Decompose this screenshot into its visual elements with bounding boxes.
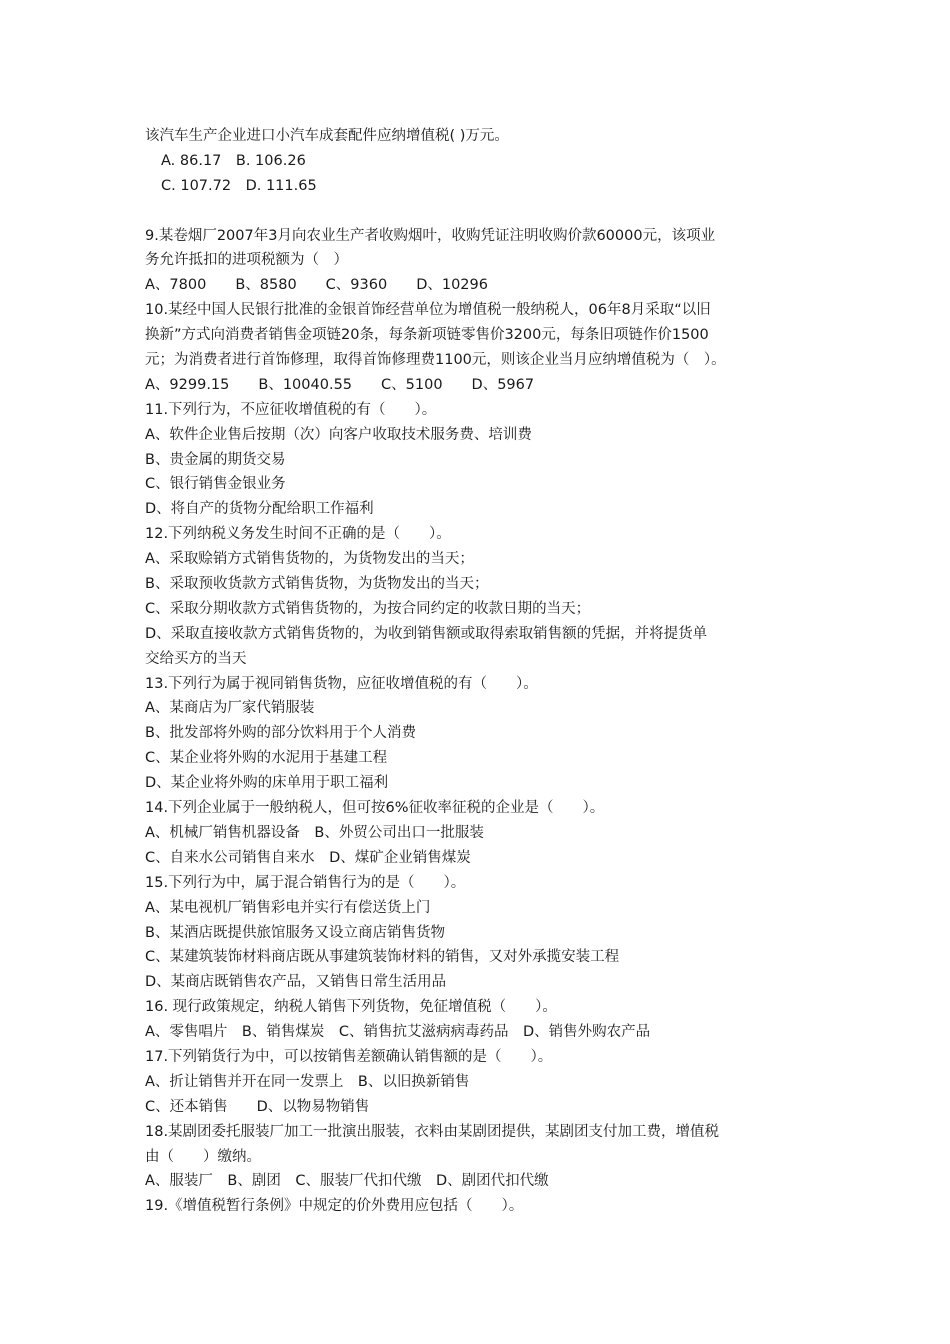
text-line: B、某酒店既提供旅馆服务又设立商店销售货物: [145, 924, 445, 941]
text-line: 9.某卷烟厂2007年3月向农业生产者收购烟叶，收购凭证注明收购价款60000元，该项业: [145, 227, 716, 244]
text-line: 10.某经中国人民银行批准的金银首饰经营单位为增值税一般纳税人，06年8月采取“以旧: [145, 302, 711, 319]
text-line: A、机械厂销售机器设备 B、外贸公司出口一批服装: [145, 824, 484, 841]
text-line: A、某电视机厂销售彩电并实行有偿送货上门: [145, 899, 431, 916]
text-line: A、服装厂 B、剧团 C、服装厂代扣代缴 D、剧团代扣代缴: [145, 1173, 549, 1190]
text-line: 交给买方的当天: [145, 650, 247, 667]
text-line: B、贵金属的期货交易: [145, 451, 286, 468]
text-line: 务允许抵扣的进项税额为（ ）: [145, 252, 348, 269]
text-line: A、软件企业售后按期（次）向客户收取技术服务费、培训费: [145, 426, 532, 443]
text-line: A、折让销售并开在同一发票上 B、以旧换新销售: [145, 1073, 470, 1090]
text-line: 11.下列行为，不应征收增值税的有（ ）。: [145, 401, 437, 418]
text-line: 换新”方式向消费者销售金项链20条，每条新项链零售价3200元，每条旧项链作价1500: [145, 327, 709, 344]
text-line: 元；为消费者进行首饰修理，取得首饰修理费1100元，则该企业当月应纳增值税为（ ）。: [145, 352, 726, 369]
text-line: C. 107.72 D. 111.65: [161, 177, 317, 194]
text-line: 19.《增值税暂行条例》中规定的价外费用应包括（ ）。: [145, 1198, 524, 1215]
text-line: C、采取分期收款方式销售货物的，为按合同约定的收款日期的当天；: [145, 600, 591, 617]
text-line: 14.下列企业属于一般纳税人，但可按6%征收率征税的企业是（ ）。: [145, 800, 605, 817]
text-line: C、某建筑装饰材料商店既从事建筑装饰材料的销售，又对外承揽安装工程: [145, 949, 620, 966]
text-line: B、采取预收货款方式销售货物，为货物发出的当天；: [145, 576, 489, 593]
text-line: 12.下列纳税义务发生时间不正确的是（ ）。: [145, 526, 451, 543]
text-line: A、某商店为厂家代销服装: [145, 700, 315, 717]
text-line: D、采取直接收款方式销售货物的，为收到销售额或取得索取销售额的凭据，并将提货单: [145, 625, 708, 642]
blank-line: [145, 199, 825, 224]
text-line: A、9299.15 B、10040.55 C、5100 D、5967: [145, 376, 535, 393]
text-line: A、7800 B、8580 C、9360 D、10296: [145, 277, 488, 294]
text-line: C、自来水公司销售自来水 D、煤矿企业销售煤炭: [145, 849, 471, 866]
text-line: C、还本销售 D、以物易物销售: [145, 1098, 370, 1115]
text-line: D、将自产的货物分配给职工作福利: [145, 501, 374, 518]
text-line: 由（ ）缴纳。: [145, 1148, 261, 1165]
text-line: 13.下列行为属于视同销售货物，应征收增值税的有（ ）。: [145, 675, 538, 692]
text-line: C、银行销售金银业务: [145, 476, 286, 493]
text-line: D、某商店既销售农产品，又销售日常生活用品: [145, 974, 447, 991]
text-line: 16. 现行政策规定，纳税人销售下列货物，免征增值税（ ）。: [145, 999, 557, 1016]
document-body: [145, 124, 825, 1219]
text-line: A、零售唱片 B、销售煤炭 C、销售抗艾滋病病毒药品 D、销售外购农产品: [145, 1024, 651, 1041]
text-line: B、批发部将外购的部分饮料用于个人消费: [145, 725, 416, 742]
text-line: C、某企业将外购的水泥用于基建工程: [145, 750, 388, 767]
text-line: 该汽车生产企业进口小汽车成套配件应纳增值税( )万元。: [145, 128, 509, 144]
text-line: 15.下列行为中，属于混合销售行为的是（ ）。: [145, 874, 466, 891]
text-line: A. 86.17 B. 106.26: [161, 152, 306, 169]
text-line: 17.下列销货行为中，可以按销售差额确认销售额的是（ ）。: [145, 1048, 553, 1065]
text-line: D、某企业将外购的床单用于职工福利: [145, 775, 389, 792]
text-line: 18.某剧团委托服装厂加工一批演出服装，衣料由某剧团提供，某剧团支付加工费，增值税: [145, 1123, 720, 1140]
text-line: A、采取赊销方式销售货物的，为货物发出的当天；: [145, 551, 474, 568]
